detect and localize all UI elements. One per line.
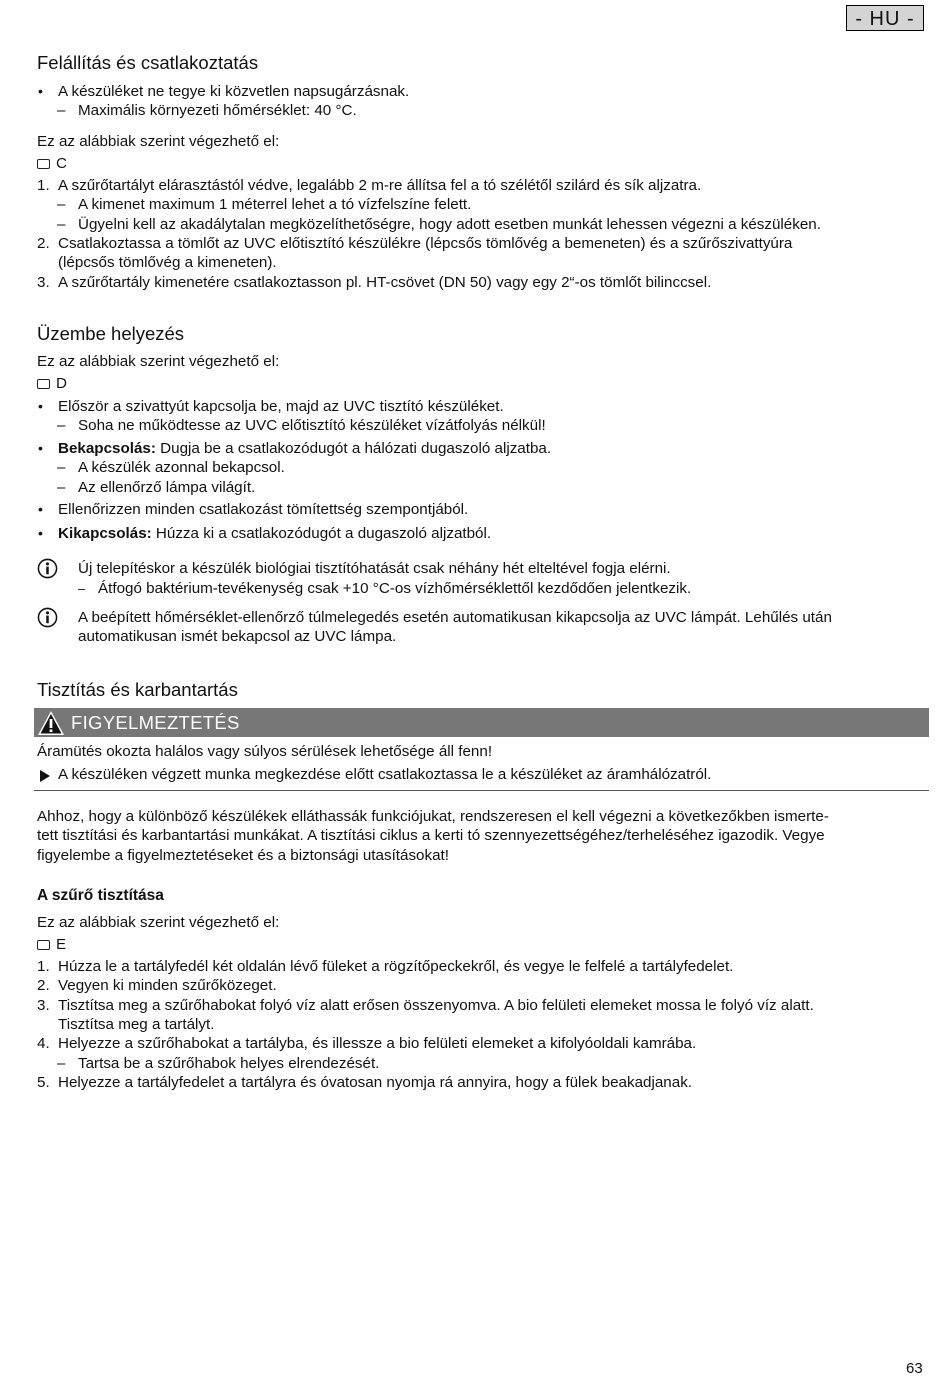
list-item	[37, 524, 930, 543]
list-item-continuation: Tisztítsa meg a tartályt.	[58, 1016, 215, 1034]
list-item	[37, 1034, 930, 1053]
list-item: – Ügyelni kell az akadálytalan megközelíthetőségre, hogy adott esetben munkát lehessen végezni a készüléken.	[37, 215, 930, 234]
item-text: Helyezze a szűrőhabokat a tartályba, és illessze a bio felületi elemeket a kifolyóoldali kamrába.	[58, 1035, 697, 1053]
list-item: – Tartsa be a szűrőhabok helyes elrendezését.	[37, 1054, 930, 1073]
list-item	[37, 957, 930, 976]
item-text: Csatlakoztassa a tömlőt az UVC előtisztító készülékre (lépcsős tömlővég a bemeneten) és a szűrőszivattyúra	[58, 235, 793, 253]
item-text: A szűrőtartály kimenetére csatlakoztasson pl. HT-csövet (DN 50) vagy egy 2“-os tömlőt bilinccsel.	[58, 273, 712, 291]
figure-box-icon	[37, 379, 50, 389]
bold-label: Bekapcsolás:	[58, 439, 156, 457]
item-text: Tisztítsa meg a szűrőhabokat folyó víz alatt erősen összenyomva. A bio felületi elemeket mossa le folyó víz alatt.	[58, 996, 814, 1014]
list-item: – Soha ne működtesse az UVC előtisztító készüléket vízátfolyás nélkül!	[37, 416, 930, 435]
list-item: • Ellenőrizzen minden csatlakozást tömítettség szempontjából.	[37, 500, 930, 519]
list-item	[37, 234, 930, 253]
list-item	[37, 996, 930, 1015]
info-note	[37, 608, 930, 647]
filter-steps	[37, 913, 930, 1093]
figure-ref-label: E	[56, 936, 67, 954]
startup-list	[37, 397, 930, 544]
paragraph-line: tett tisztítási és karbantartási munkákat. A tisztítási ciklus a kerti tó szennyezettségéhez/terheléséhez igazodik. Vegye	[37, 827, 825, 845]
list-item: • A készüléket ne tegye ki közvetlen napsugárzásnak.	[37, 82, 930, 101]
list-item: – A készülék azonnal bekapcsol.	[37, 458, 930, 477]
cleaning-intro	[37, 807, 930, 865]
item-text: Helyezze a tartályfedelet a tartályra és óvatosan nyomja rá annyira, hogy a fülek beakadjanak.	[58, 1074, 693, 1092]
list-item	[37, 176, 930, 195]
item-number: 5.	[37, 1074, 50, 1092]
item-text: Vegyen ki minden szűrőközeget.	[58, 977, 277, 995]
warning-text: Áramütés okozta halálos vagy súlyos sérülések lehetősége áll fenn!	[37, 743, 493, 760]
figure-ref	[37, 154, 930, 173]
startup-block	[37, 352, 930, 394]
subsection-title-filter: A szűrő tisztítása	[37, 887, 164, 904]
section-title-setup: Felállítás és csatlakoztatás	[37, 52, 259, 73]
item-number: 2.	[37, 235, 50, 253]
item-number: 1.	[37, 957, 50, 975]
bold-label: Kikapcsolás:	[58, 525, 152, 543]
item-text: Dugja be a csatlakozódugót a hálózati dugaszoló aljzatba.	[155, 439, 552, 457]
item-text: A szűrőtartályt elárasztástól védve, legalább 2 m-re állítsa fel a tó szélétől szilárd és sík aljzatra.	[58, 176, 702, 194]
warning-body	[37, 742, 930, 785]
warning-triangle-icon	[37, 710, 65, 736]
list-item: – A kimenet maximum 1 méterrel lehet a tó vízfelszíne felett.	[37, 195, 930, 214]
figure-ref	[37, 374, 930, 393]
page-number: 63	[906, 1360, 923, 1377]
info-text: Új telepítéskor a készülék biológiai tisztítóhatását csak néhány hét elteltével fogja elérni.	[78, 560, 671, 577]
list-item: • Először a szivattyút kapcsolja be, majd az UVC tisztító készüléket.	[37, 397, 930, 416]
list-item: – Az ellenőrző lámpa világít.	[37, 478, 930, 497]
item-number: 3.	[37, 996, 50, 1014]
figure-box-icon	[37, 159, 50, 169]
figure-ref	[37, 935, 930, 954]
warning-label: FIGYELMEZTETÉS	[71, 711, 240, 733]
item-text: Húzza le a tartályfedél két oldalán lévő füleket a rögzítőpeckekről, és vegye le felfelé a tartályfedelet.	[58, 957, 734, 975]
section-title-startup: Üzembe helyezés	[37, 323, 185, 344]
section-title-cleaning: Tisztítás és karbantartás	[37, 679, 238, 700]
list-item	[37, 976, 930, 995]
warning-banner	[34, 708, 929, 737]
intro-text: Ez az alábbiak szerint végezhető el:	[37, 133, 280, 150]
list-item-continuation: (lépcsős tömlővég a kimeneten).	[58, 254, 277, 272]
intro-text: Ez az alábbiak szerint végezhető el:	[37, 914, 280, 931]
warning-action: A készüléken végzett munka megkezdése előtt csatlakoztassa le a készüléket az áramhálózatról.	[37, 765, 930, 784]
setup-block	[37, 82, 930, 121]
info-subtext: – Átfogó baktérium-tevékenység csak +10 °C-os vízhőmérséklettől kezdődően jelentkezik.	[37, 579, 930, 598]
info-text: automatikusan ismét bekapcsol az UVC lámpa.	[78, 628, 397, 646]
item-number: 2.	[37, 977, 50, 995]
list-item	[37, 1073, 930, 1092]
list-item	[37, 439, 930, 458]
figure-ref-label: D	[56, 375, 67, 393]
language-tag: - HU -	[846, 5, 924, 31]
info-text: A beépített hőmérséklet-ellenőrző túlmelegedés esetén automatikusan kikapcsolja az UVC lámpát. Lehűlés után	[78, 609, 832, 626]
item-number: 4.	[37, 1035, 50, 1053]
paragraph-line: Ahhoz, hogy a különböző készülékek elláthassák funkciójukat, rendszeresen el kell végezni a következőkben ismerte-	[37, 808, 829, 825]
item-number: 1.	[37, 176, 50, 194]
item-text: Húzza ki a csatlakozódugót a dugaszoló aljzatból.	[151, 525, 492, 543]
item-number: 3.	[37, 273, 50, 291]
list-item: – Maximális környezeti hőmérséklet: 40 °C.	[37, 101, 930, 120]
figure-box-icon	[37, 940, 50, 950]
info-note	[37, 559, 930, 599]
list-item	[37, 273, 930, 292]
setup-steps	[37, 132, 930, 292]
intro-text: Ez az alábbiak szerint végezhető el:	[37, 353, 280, 370]
paragraph-line: figyelembe a figyelmeztetéseket és a biztonsági utasításokat!	[37, 846, 449, 864]
figure-ref-label: C	[56, 155, 67, 173]
divider	[34, 790, 929, 791]
